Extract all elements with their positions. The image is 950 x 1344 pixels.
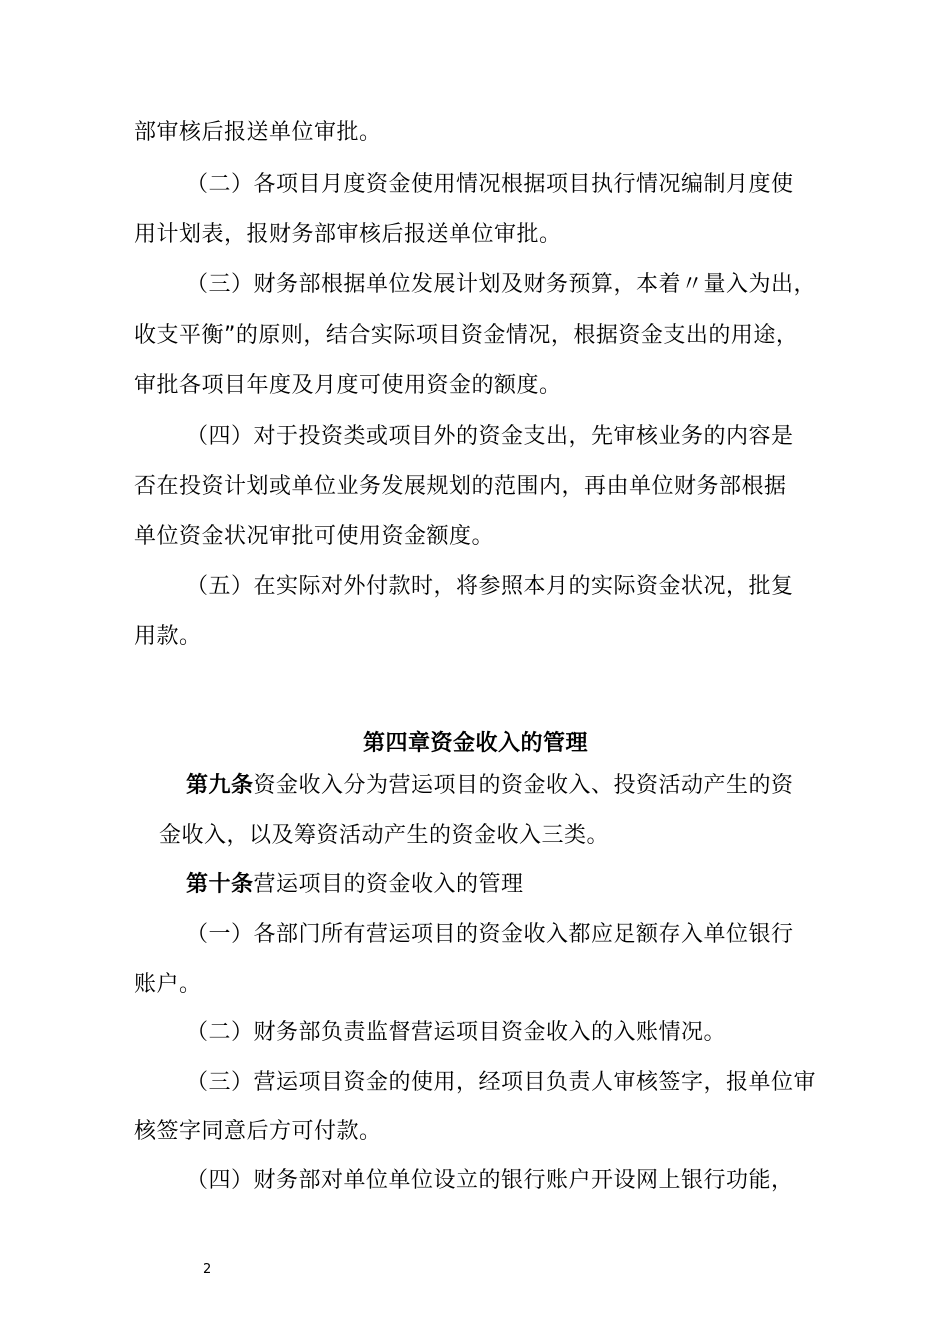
- paragraph-line: 否在投资计划或单位业务发展规划的范围内，再由单位财务部根据: [134, 474, 787, 499]
- article-9-label: 第九条: [186, 773, 254, 798]
- article-10-line: [186, 870, 524, 900]
- chapter-title: 第四章资金收入的管理: [363, 731, 589, 756]
- page-number: 2: [203, 1262, 212, 1277]
- paragraph-line: （三）营运项目资金的使用，经项目负责人审核签字，报单位审: [186, 1070, 817, 1095]
- paragraph-line: （三）财务部根据单位发展计划及财务预算，本着〃量入为出，: [186, 272, 817, 297]
- paragraph-line: 审批各项目年度及月度可使用资金的额度。: [134, 373, 562, 398]
- paragraph-line: 账户。: [134, 972, 202, 997]
- paragraph-line: （四）财务部对单位单位设立的银行账户开设网上银行功能，: [186, 1168, 794, 1193]
- article-9-continuation: 金收入，以及筹资活动产生的资金收入三类。: [159, 823, 610, 848]
- paragraph-line: 用计划表，报财务部审核后报送单位审批。: [134, 222, 562, 247]
- paragraph-line: （二）财务部负责监督营运项目资金收入的入账情况。: [186, 1020, 727, 1045]
- paragraph-line: 核签字同意后方可付款。: [134, 1119, 382, 1144]
- paragraph-line: 单位资金状况审批可使用资金额度。: [134, 524, 495, 549]
- article-9-line: [186, 771, 794, 801]
- paragraph-line: （五）在实际对外付款时，将参照本月的实际资金状况，批复: [186, 574, 794, 599]
- paragraph-line: （二）各项目月度资金使用情况根据项目执行情况编制月度使: [186, 172, 794, 197]
- paragraph-line: 部审核后报送单位审批。: [134, 120, 382, 145]
- article-10-label: 第十条: [186, 872, 254, 897]
- paragraph-line: 用款。: [134, 624, 202, 649]
- paragraph-line: （一）各部门所有营运项目的资金收入都应足额存入单位银行: [186, 922, 794, 947]
- paragraph-line: 收支平衡”的原则，结合实际项目资金情况，根据资金支出的用途，: [134, 323, 799, 348]
- article-9-text: 资金收入分为营运项目的资金收入、投资活动产生的资: [253, 773, 794, 798]
- paragraph-line: （四）对于投资类或项目外的资金支出，先审核业务的内容是: [186, 424, 794, 449]
- article-10-text: 营运项目的资金收入的管理: [253, 872, 524, 897]
